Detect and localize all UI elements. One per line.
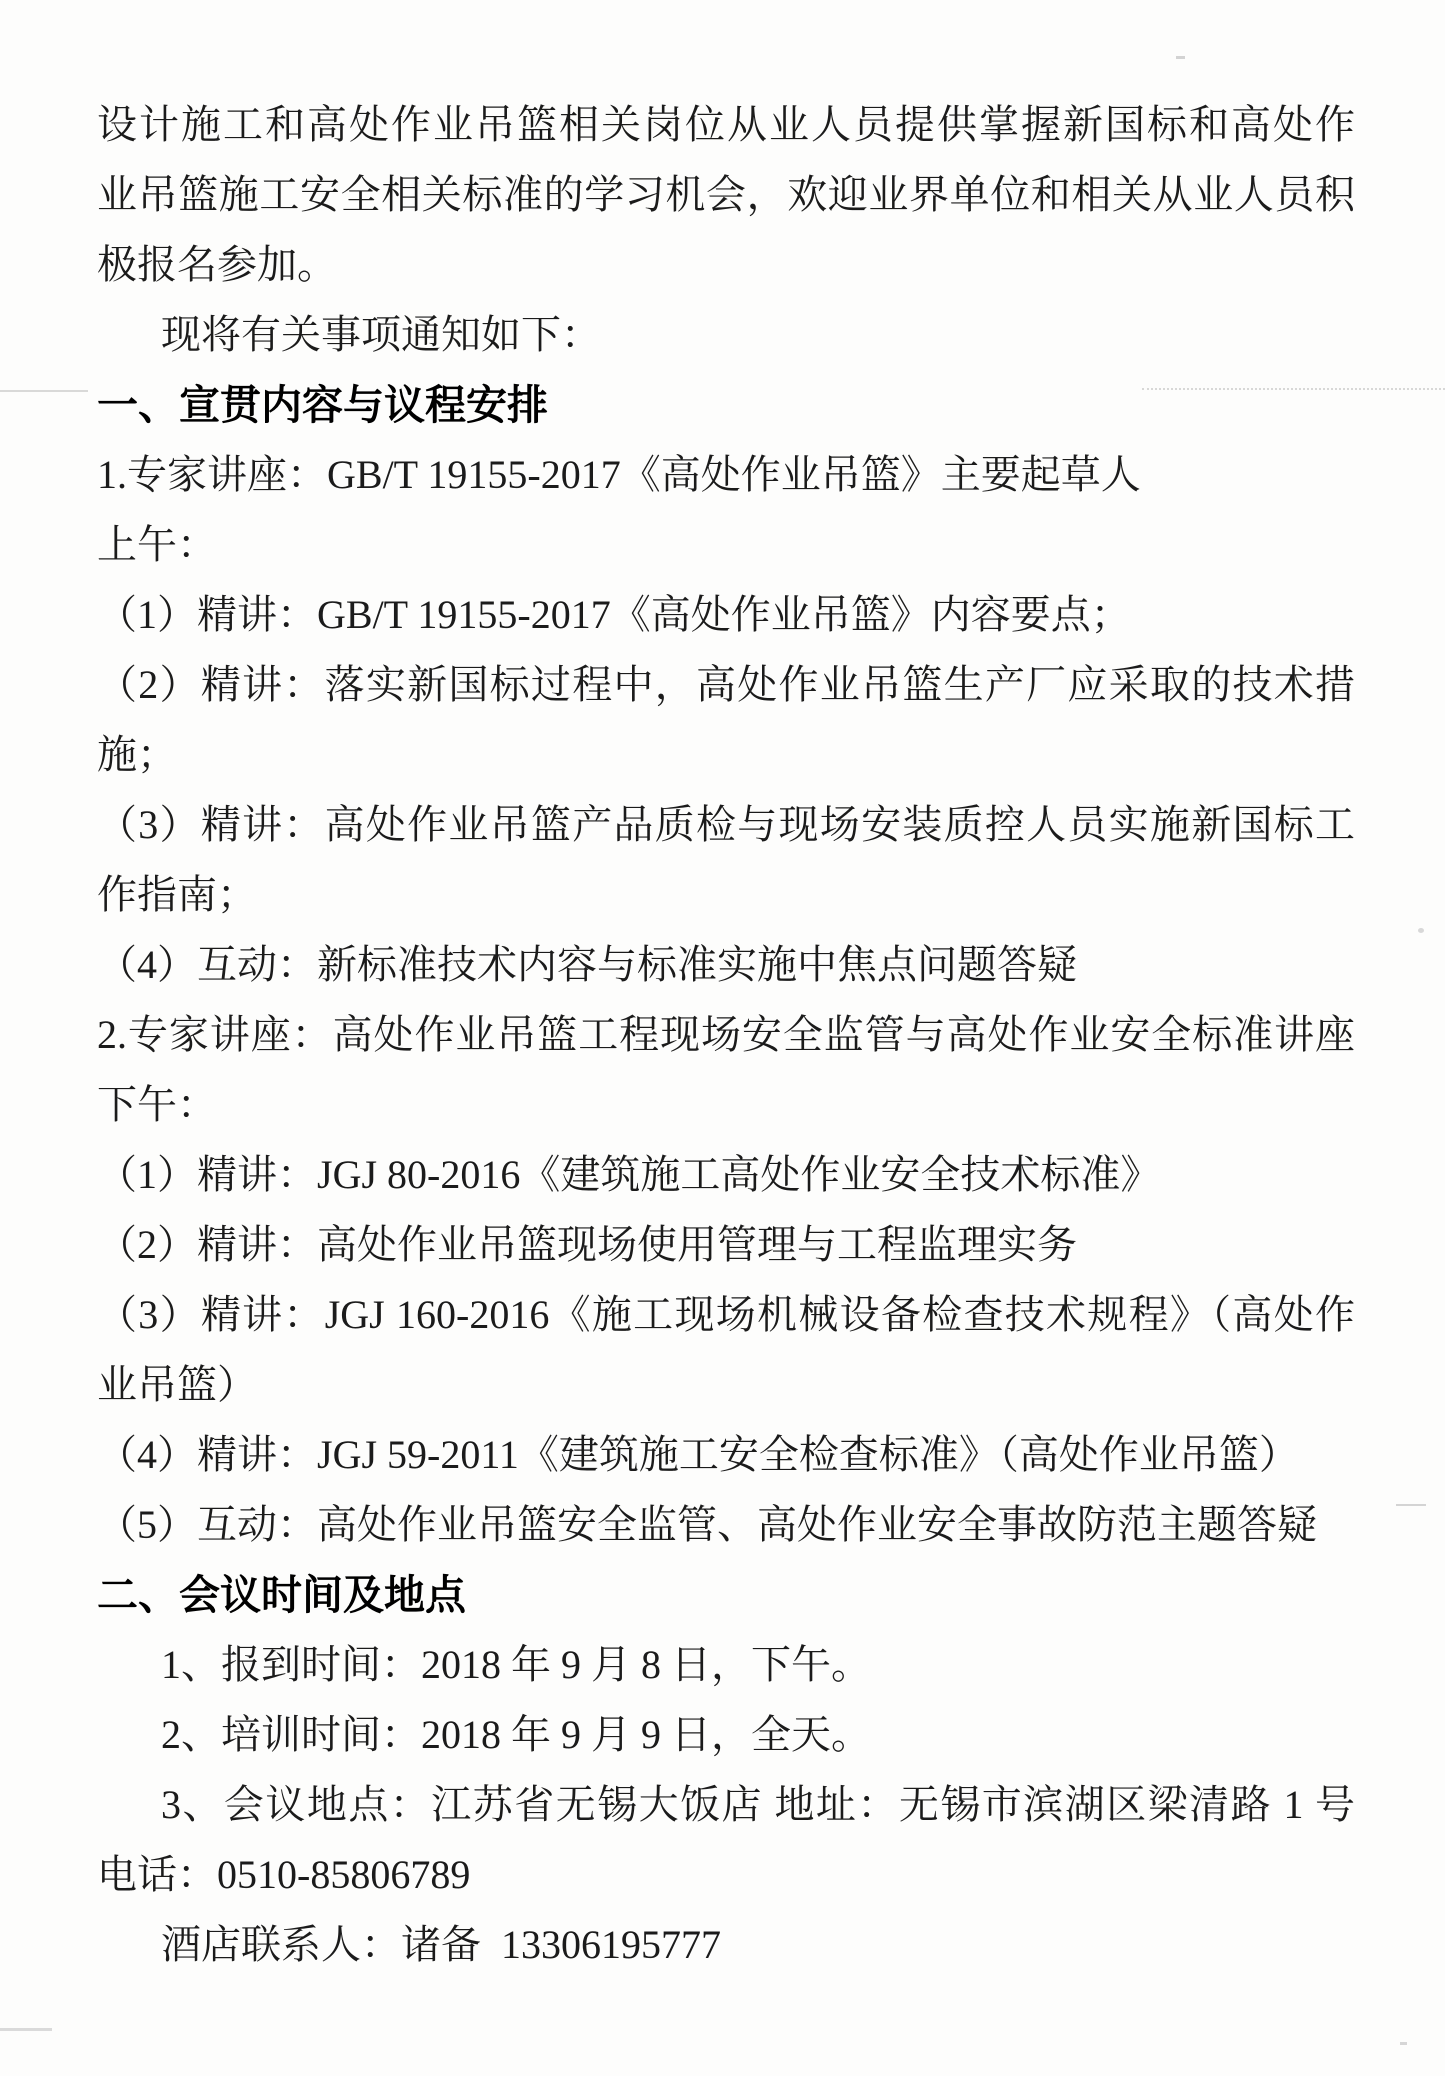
text-line: 设计施工和高处作业吊篮相关岗位从业人员提供掌握新国标和高处作 (97, 102, 1355, 147)
text-line: 极报名参加。 (97, 242, 337, 287)
text-line: 2、培训时间：2018 年 9 月 9 日，全天。 (161, 1712, 871, 1757)
scan-artifact-dash-right (1396, 1504, 1426, 1506)
scan-artifact-dot-bottom (1400, 2042, 1407, 2045)
text-line: 下午： (97, 1082, 217, 1127)
text-line: （2）精讲：高处作业吊篮现场使用管理与工程监理实务 (97, 1222, 1077, 1267)
text-line: （3）精讲：JGJ 160-2016《施工现场机械设备检查技术规程》（高处作 (97, 1292, 1355, 1337)
text-line: （2）精讲：落实新国标过程中，高处作业吊篮生产厂应采取的技术措 (97, 662, 1355, 707)
text-line: 1、报到时间：2018 年 9 月 8 日，下午。 (161, 1642, 871, 1687)
text-line: （1）精讲：JGJ 80-2016《建筑施工高处作业安全技术标准》 (97, 1152, 1161, 1197)
document-body (97, 90, 1355, 1980)
text-line: （4）精讲：JGJ 59-2011《建筑施工安全检查标准》（高处作业吊篮） (97, 1432, 1299, 1477)
text-line: 酒店联系人：诸备 13306195777 (161, 1922, 721, 1967)
scan-artifact-line-left (0, 390, 88, 392)
text-line: 现将有关事项通知如下： (161, 312, 601, 357)
text-line: 作指南； (97, 872, 257, 917)
text-line: （5）互动：高处作业吊篮安全监管、高处作业安全事故防范主题答疑 (97, 1502, 1317, 1547)
scan-artifact-smudge-bottom (0, 2028, 52, 2031)
text-line: 上午： (97, 522, 217, 567)
scan-artifact-dot-mid (1418, 928, 1424, 933)
text-line: 1.专家讲座：GB/T 19155-2017《高处作业吊篮》主要起草人 (97, 452, 1141, 497)
text-line: （3）精讲：高处作业吊篮产品质检与现场安装质控人员实施新国标工 (97, 802, 1355, 847)
text-line: （1）精讲：GB/T 19155-2017《高处作业吊篮》内容要点； (97, 592, 1131, 637)
text-line: （4）互动：新标准技术内容与标准实施中焦点问题答疑 (97, 942, 1077, 987)
scan-artifact-dash-top (1176, 56, 1185, 59)
text-line: 业吊篮） (97, 1362, 257, 1407)
text-line: 业吊篮施工安全相关标准的学习机会，欢迎业界单位和相关从业人员积 (97, 172, 1355, 217)
text-line: 2.专家讲座：高处作业吊篮工程现场安全监管与高处作业安全标准讲座 (97, 1012, 1355, 1057)
text-line: 电话：0510-85806789 (97, 1852, 471, 1897)
section-heading: 一、宣贯内容与议程安排 (97, 382, 548, 428)
text-line: 施； (97, 732, 177, 777)
section-heading: 二、会议时间及地点 (97, 1572, 466, 1618)
text-line: 3、会议地点：江苏省无锡大饭店 地址：无锡市滨湖区梁清路 1 号 (161, 1782, 1355, 1827)
